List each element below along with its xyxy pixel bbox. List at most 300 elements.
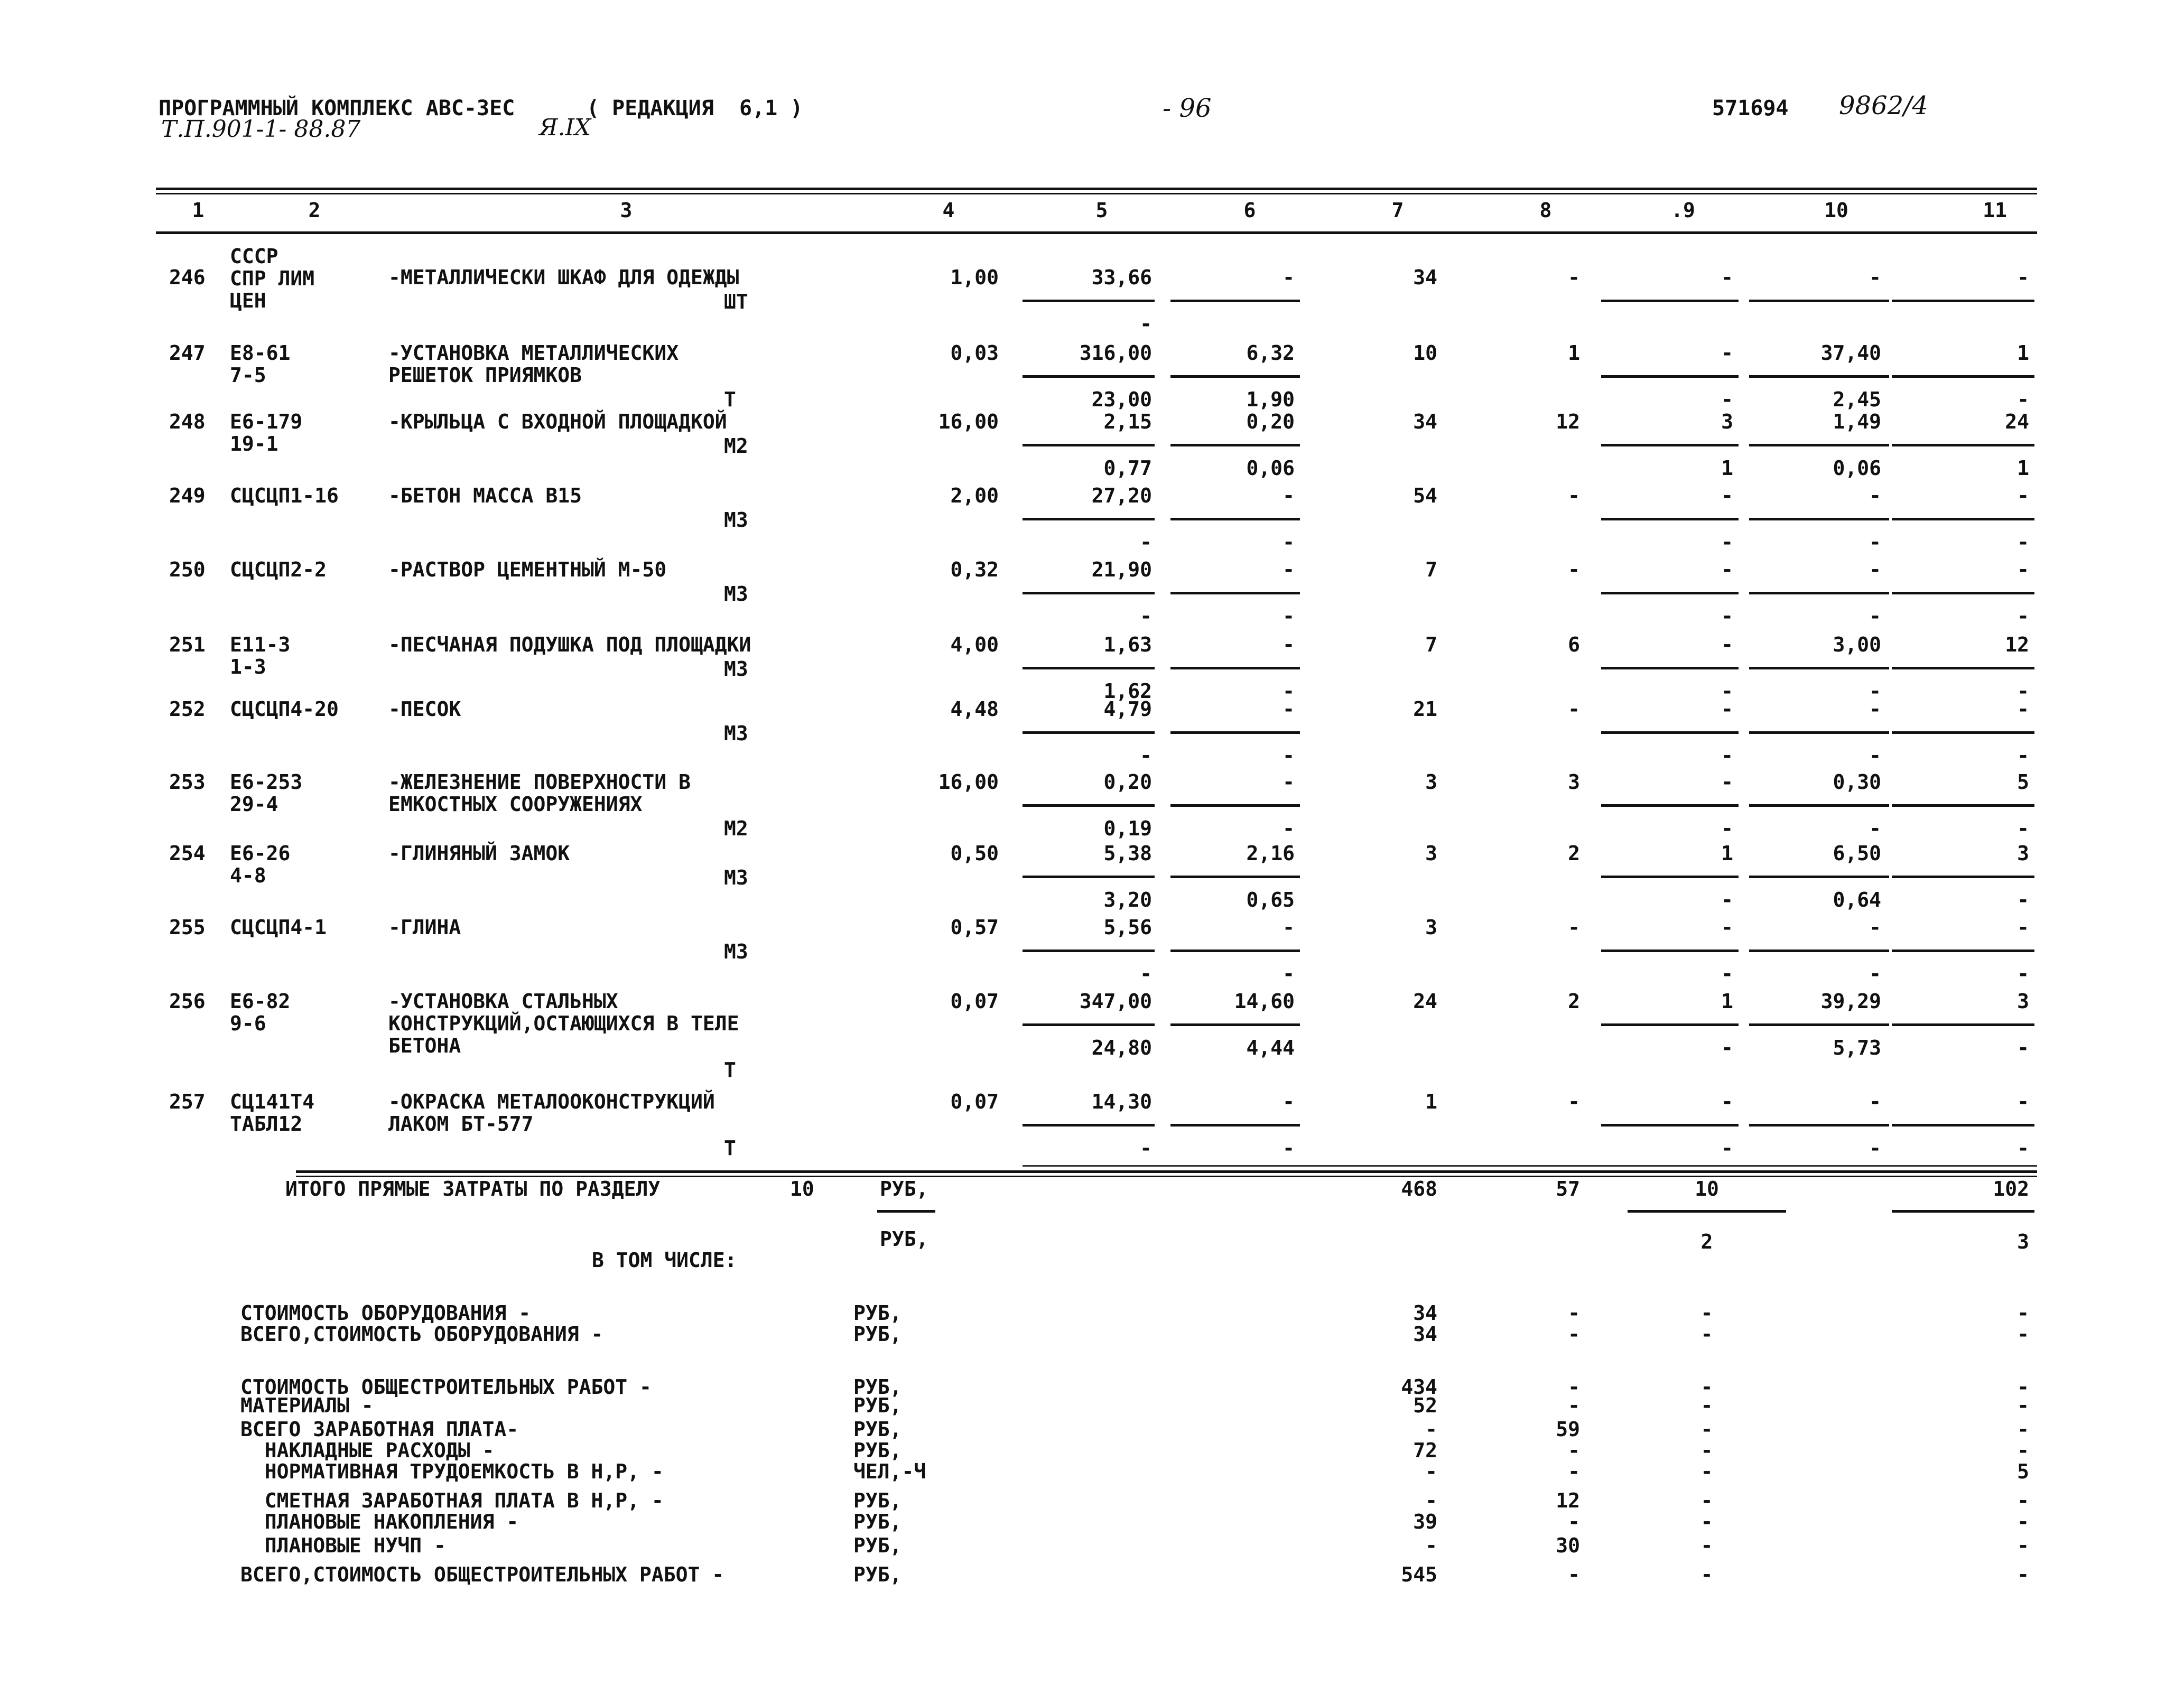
totals-unit-underline xyxy=(877,1210,935,1213)
row-qty: 0,03 xyxy=(950,341,999,365)
row-c11-sub: - xyxy=(2017,388,2029,411)
column-header-7: 7 xyxy=(1391,199,1404,222)
summary-unit: РУБ, xyxy=(853,1563,902,1586)
row-name-line: ЕМКОСТНЫХ СООРУЖЕНИЯХ xyxy=(388,793,643,816)
column-header-8: 8 xyxy=(1539,199,1552,222)
handwritten-ref: 9862/4 xyxy=(1839,91,1928,120)
row-code-line: Е11-3 xyxy=(230,633,291,656)
summary-unit: РУБ, xyxy=(853,1534,902,1557)
row-c6-main: - xyxy=(1282,916,1295,939)
row-c5-sub: - xyxy=(1140,1137,1152,1160)
row-c6-main: - xyxy=(1282,697,1295,721)
summary-c8: 59 xyxy=(1556,1418,1580,1441)
row-code-line: СПР ЛИМ xyxy=(230,267,315,290)
row-c9-underline xyxy=(1601,804,1739,807)
row-code-line: 9-6 xyxy=(230,1012,266,1035)
summary-c11: - xyxy=(2017,1563,2029,1586)
summary-unit: РУБ, xyxy=(853,1510,902,1533)
row-c10-underline xyxy=(1749,300,1889,302)
row-c11-underline xyxy=(1892,300,2034,302)
summary-unit: ЧЕЛ,-Ч xyxy=(853,1460,926,1483)
row-code-line: СЦСЦП4-1 xyxy=(230,916,327,939)
row-c9-sub: - xyxy=(1721,744,1733,767)
row-c10-main: - xyxy=(1869,697,1881,721)
summary-c7: 34 xyxy=(1413,1301,1437,1325)
row-c11-underline xyxy=(1892,444,2034,446)
row-c11-underline xyxy=(1892,1023,2034,1026)
row-c5-main: 14,30 xyxy=(1091,1090,1152,1113)
row-c5-underline xyxy=(1023,375,1155,378)
row-c10-main: 0,30 xyxy=(1833,770,1881,794)
summary-label: СТОИМОСТЬ ОБОРУДОВАНИЯ - xyxy=(240,1301,531,1325)
row-c6-underline xyxy=(1170,1124,1300,1127)
row-unit: Т xyxy=(724,1137,736,1160)
row-c11-underline xyxy=(1892,876,2034,878)
summary-label: НОРМАТИВНАЯ ТРУДОЕМКОСТЬ В Н,Р, - xyxy=(240,1460,664,1483)
row-c6-underline xyxy=(1170,876,1300,878)
page-number: - 96 xyxy=(1163,94,1212,123)
row-number: 251 xyxy=(169,633,206,656)
row-c5-underline xyxy=(1023,518,1155,520)
row-c5-underline xyxy=(1023,876,1155,878)
summary-c8: - xyxy=(1568,1460,1580,1483)
row-name-line: -ОКРАСКА МЕТАЛООКОНСТРУКЦИЙ xyxy=(388,1090,715,1113)
row-c9-underline xyxy=(1601,731,1739,734)
row-c11-sub: - xyxy=(2017,962,2029,985)
row-c6-main: - xyxy=(1282,770,1295,794)
summary-c11: 5 xyxy=(2017,1460,2029,1483)
row-code-line: 4-8 xyxy=(230,864,266,887)
row-c9-main: - xyxy=(1721,1090,1733,1113)
row-c9-main: 1 xyxy=(1721,990,1733,1013)
row-c5-underline xyxy=(1023,731,1155,734)
summary-c7: 34 xyxy=(1413,1323,1437,1346)
row-c5-sub: - xyxy=(1140,312,1152,336)
summary-c9: - xyxy=(1700,1439,1713,1462)
project-number: Т.П.901-1- 88.87 xyxy=(161,116,361,143)
row-c6-underline xyxy=(1170,731,1300,734)
row-c10-sub: - xyxy=(1869,817,1881,840)
row-code-line: Е6-82 xyxy=(230,990,291,1013)
row-c5-sub: - xyxy=(1140,744,1152,767)
row-code-line: ТАБЛ12 xyxy=(230,1112,303,1135)
row-number: 254 xyxy=(169,842,206,865)
totals-c9: 10 xyxy=(1695,1177,1719,1200)
row-c5-main: 2,15 xyxy=(1103,410,1152,433)
row-c11-underline xyxy=(1892,949,2034,952)
summary-c11: - xyxy=(2017,1301,2029,1325)
summary-c11: - xyxy=(2017,1418,2029,1441)
row-code-line: Е6-253 xyxy=(230,770,303,794)
row-c6-sub: - xyxy=(1282,679,1295,703)
row-code-line: 19-1 xyxy=(230,432,278,455)
row-c11-underline xyxy=(1892,375,2034,378)
summary-c7: 72 xyxy=(1413,1439,1437,1462)
row-c9-main: - xyxy=(1721,558,1733,581)
totals-c11: 102 xyxy=(1993,1177,2029,1200)
row-c6-main: 0,20 xyxy=(1246,410,1295,433)
summary-c11: - xyxy=(2017,1510,2029,1533)
header-rule-top xyxy=(156,188,2037,190)
row-c5-sub: - xyxy=(1140,530,1152,554)
column-header-2: 2 xyxy=(308,199,321,222)
column-header-4: 4 xyxy=(942,199,955,222)
summary-c9: - xyxy=(1700,1375,1713,1399)
edition: ( РЕДАКЦИЯ 6,1 ) xyxy=(587,96,803,120)
row-c11-main: 12 xyxy=(2005,633,2029,656)
row-c9-sub: - xyxy=(1721,530,1733,554)
row-c6-sub: 1,90 xyxy=(1246,388,1295,411)
including-label: В ТОМ ЧИСЛЕ: xyxy=(592,1249,737,1272)
row-c5-main: 0,20 xyxy=(1103,770,1152,794)
row-c11-main: - xyxy=(2017,1090,2029,1113)
row-c10-underline xyxy=(1749,804,1889,807)
row-c6-main: 2,16 xyxy=(1246,842,1295,865)
summary-c9: - xyxy=(1700,1418,1713,1441)
summary-c11: - xyxy=(2017,1323,2029,1346)
summary-c8: - xyxy=(1568,1301,1580,1325)
row-c10-sub: 5,73 xyxy=(1833,1036,1881,1059)
totals-c9-underline xyxy=(1628,1210,1786,1213)
row-c10-main: 6,50 xyxy=(1833,842,1881,865)
row-c11-underline xyxy=(1892,804,2034,807)
row-code-line: Е6-26 xyxy=(230,842,291,865)
row-c7: 24 xyxy=(1413,990,1437,1013)
row-name-line: -РАСТВОР ЦЕМЕНТНЫЙ М-50 xyxy=(388,558,667,581)
row-c7: 21 xyxy=(1413,697,1437,721)
summary-label: ВСЕГО ЗАРАБОТНАЯ ПЛАТА- xyxy=(240,1418,519,1441)
summary-unit: РУБ, xyxy=(853,1418,902,1441)
header-rule-top2 xyxy=(156,193,2037,194)
row-c10-underline xyxy=(1749,1023,1889,1026)
row-c8: - xyxy=(1568,916,1580,939)
row-c6-underline xyxy=(1170,1023,1300,1026)
summary-label: СМЕТНАЯ ЗАРАБОТНАЯ ПЛАТА В Н,Р, - xyxy=(240,1489,664,1512)
row-code-line: СЦСЦП4-20 xyxy=(230,697,339,721)
row-c10-sub: - xyxy=(1869,604,1881,628)
summary-c11: - xyxy=(2017,1394,2029,1417)
row-c8: - xyxy=(1568,1090,1580,1113)
column-header-11: 11 xyxy=(1983,199,2007,222)
row-number: 256 xyxy=(169,990,206,1013)
row-c9-sub: - xyxy=(1721,1036,1733,1059)
row-c11-main: 3 xyxy=(2017,842,2029,865)
summary-c7: - xyxy=(1425,1460,1437,1483)
row-c11-main: - xyxy=(2017,266,2029,289)
summary-c7: 434 xyxy=(1401,1375,1437,1399)
row-c11-underline xyxy=(1892,1124,2034,1127)
summary-unit: РУБ, xyxy=(853,1375,902,1399)
row-c6-main: - xyxy=(1282,558,1295,581)
summary-c8: - xyxy=(1568,1510,1580,1533)
summary-unit: РУБ, xyxy=(853,1323,902,1346)
row-c11-sub: - xyxy=(2017,530,2029,554)
column-header-1: 1 xyxy=(192,199,205,222)
row-c9-underline xyxy=(1601,1124,1739,1127)
row-c9-underline xyxy=(1601,949,1739,952)
row-c9-sub: - xyxy=(1721,1137,1733,1160)
row-c5-main: 316,00 xyxy=(1079,341,1152,365)
summary-c7: - xyxy=(1425,1534,1437,1557)
row-c6-sub: - xyxy=(1282,604,1295,628)
totals-label: ИТОГО ПРЯМЫЕ ЗАТРАТЫ ПО РАЗДЕЛУ xyxy=(285,1177,661,1200)
row-code-line: Е8-61 xyxy=(230,341,291,365)
summary-c8: 30 xyxy=(1556,1534,1580,1557)
row-c9-underline xyxy=(1601,375,1739,378)
row-c10-sub: 0,06 xyxy=(1833,457,1881,480)
row-c10-underline xyxy=(1749,592,1889,594)
row-code-line: ЦЕН xyxy=(230,289,266,312)
row-c10-underline xyxy=(1749,444,1889,446)
summary-c7: - xyxy=(1425,1418,1437,1441)
summary-c8: - xyxy=(1568,1323,1580,1346)
row-c9-main: 1 xyxy=(1721,842,1733,865)
row-qty: 4,00 xyxy=(950,633,999,656)
row-c7: 54 xyxy=(1413,484,1437,507)
row-number: 248 xyxy=(169,410,206,433)
summary-c11: - xyxy=(2017,1489,2029,1512)
row-c10-sub: - xyxy=(1869,679,1881,703)
row-c7: 3 xyxy=(1425,916,1437,939)
row-c5-sub: 0,77 xyxy=(1103,457,1152,480)
row-c7: 34 xyxy=(1413,410,1437,433)
summary-label: ВСЕГО,СТОИМОСТЬ ОБЩЕСТРОИТЕЛЬНЫХ РАБОТ - xyxy=(240,1563,724,1586)
row-c5-underline xyxy=(1023,667,1155,669)
row-c11-main: - xyxy=(2017,916,2029,939)
row-c10-underline xyxy=(1749,1124,1889,1127)
row-c8: - xyxy=(1568,266,1580,289)
summary-label: СТОИМОСТЬ ОБЩЕСТРОИТЕЛЬНЫХ РАБОТ - xyxy=(240,1375,652,1399)
summary-c11: - xyxy=(2017,1375,2029,1399)
summary-label: ПЛАНОВЫЕ НУЧП - xyxy=(240,1534,446,1557)
totals-c7: 468 xyxy=(1401,1177,1437,1200)
row-c10-main: - xyxy=(1869,266,1881,289)
row-c7: 3 xyxy=(1425,842,1437,865)
row-c5-sub: 0,19 xyxy=(1103,817,1152,840)
totals-c9b: 2 xyxy=(1700,1230,1713,1253)
row-c9-underline xyxy=(1601,300,1739,302)
summary-c9: - xyxy=(1700,1301,1713,1325)
row-c10-underline xyxy=(1749,731,1889,734)
row-c9-main: - xyxy=(1721,341,1733,365)
row-c7: 7 xyxy=(1425,633,1437,656)
row-c10-sub: - xyxy=(1869,530,1881,554)
doc-number: 571694 xyxy=(1712,96,1789,120)
row-c11-underline xyxy=(1892,667,2034,669)
row-unit: ШТ xyxy=(724,290,748,313)
row-name-line: -БЕТОН МАССА В15 xyxy=(388,484,582,507)
summary-c8: - xyxy=(1568,1375,1580,1399)
column-header-9: .9 xyxy=(1671,199,1695,222)
row-number: 247 xyxy=(169,341,206,365)
row-name-line: -ГЛИНА xyxy=(388,916,461,939)
row-name-line: -УСТАНОВКА МЕТАЛЛИЧЕСКИХ xyxy=(388,341,679,365)
row-c9-sub: - xyxy=(1721,962,1733,985)
row-qty: 1,00 xyxy=(950,266,999,289)
row-c10-sub: - xyxy=(1869,1137,1881,1160)
row-c9-main: 3 xyxy=(1721,410,1733,433)
row-c7: 7 xyxy=(1425,558,1437,581)
summary-c9: - xyxy=(1700,1323,1713,1346)
row-c8: 1 xyxy=(1568,341,1580,365)
row-code-line: СЦСЦП2-2 xyxy=(230,558,327,581)
row-name-line: -КРЫЛЬЦА С ВХОДНОЙ ПЛОЩАДКОЙ xyxy=(388,410,727,433)
row-c11-main: 3 xyxy=(2017,990,2029,1013)
row-unit: М2 xyxy=(724,817,748,840)
row-c5-underline xyxy=(1023,804,1155,807)
row-c10-underline xyxy=(1749,375,1889,378)
row-c5-main: 21,90 xyxy=(1091,558,1152,581)
row-c6-main: - xyxy=(1282,484,1295,507)
totals-unit: РУБ, xyxy=(880,1177,928,1200)
summary-c9: - xyxy=(1700,1510,1713,1533)
row-c9-underline xyxy=(1601,444,1739,446)
summary-c7: 545 xyxy=(1401,1563,1437,1586)
row-c10-sub: - xyxy=(1869,744,1881,767)
row-unit: М3 xyxy=(724,722,748,745)
row-unit: М3 xyxy=(724,657,748,681)
row-number: 253 xyxy=(169,770,206,794)
row-c8: 3 xyxy=(1568,770,1580,794)
row-c9-underline xyxy=(1601,518,1739,520)
row-code-line: 29-4 xyxy=(230,793,278,816)
row-qty: 0,07 xyxy=(950,990,999,1013)
summary-c8: 12 xyxy=(1556,1489,1580,1512)
row-c5-underline xyxy=(1023,1023,1155,1026)
row-unit: Т xyxy=(724,1058,736,1082)
row-c5-main: 5,56 xyxy=(1103,916,1152,939)
row-c9-sub: - xyxy=(1721,888,1733,911)
row-qty: 0,07 xyxy=(950,1090,999,1113)
row-unit: М3 xyxy=(724,866,748,889)
row-c5-sub: - xyxy=(1140,604,1152,628)
row-name-line: -МЕТАЛЛИЧЕСКИ ШКАФ ДЛЯ ОДЕЖДЫ xyxy=(388,266,739,289)
row-c6-main: - xyxy=(1282,633,1295,656)
row-c7: 1 xyxy=(1425,1090,1437,1113)
row-c10-sub: 2,45 xyxy=(1833,388,1881,411)
summary-label: МАТЕРИАЛЫ - xyxy=(240,1394,374,1417)
row-c6-underline xyxy=(1170,300,1300,302)
row-c7: 34 xyxy=(1413,266,1437,289)
row-c11-main: 5 xyxy=(2017,770,2029,794)
row-c6-sub: - xyxy=(1282,817,1295,840)
row-name-line: -УСТАНОВКА СТАЛЬНЫХ xyxy=(388,990,618,1013)
summary-c9: - xyxy=(1700,1394,1713,1417)
row-c9-sub: - xyxy=(1721,817,1733,840)
row-c6-underline xyxy=(1170,444,1300,446)
row-c6-sub: - xyxy=(1282,530,1295,554)
row-c10-main: - xyxy=(1869,484,1881,507)
row-unit: М2 xyxy=(724,434,748,458)
row-c5-underline xyxy=(1023,300,1155,302)
row-c5-underline xyxy=(1023,592,1155,594)
row-number: 246 xyxy=(169,266,206,289)
row-c5-sub: - xyxy=(1140,962,1152,985)
row-number: 249 xyxy=(169,484,206,507)
summary-c9: - xyxy=(1700,1489,1713,1512)
row-c5-underline xyxy=(1023,1124,1155,1127)
row-c8: 2 xyxy=(1568,842,1580,865)
row-c5-main: 347,00 xyxy=(1079,990,1152,1013)
row-c6-main: - xyxy=(1282,266,1295,289)
row-c9-underline xyxy=(1601,592,1739,594)
summary-c8: - xyxy=(1568,1394,1580,1417)
row-c5-underline xyxy=(1023,444,1155,446)
row-qty: 2,00 xyxy=(950,484,999,507)
row-c6-sub: 0,06 xyxy=(1246,457,1295,480)
row-number: 250 xyxy=(169,558,206,581)
row-c5-sub: 3,20 xyxy=(1103,888,1152,911)
summary-c9: - xyxy=(1700,1563,1713,1586)
summary-c8: - xyxy=(1568,1439,1580,1462)
row-c5-main: 5,38 xyxy=(1103,842,1152,865)
totals-unit-2: РУБ, xyxy=(880,1227,928,1251)
row-c8: - xyxy=(1568,558,1580,581)
row-c6-sub: - xyxy=(1282,744,1295,767)
row-c9-sub: - xyxy=(1721,679,1733,703)
row-c10-main: 3,00 xyxy=(1833,633,1881,656)
row-code-line: 1-3 xyxy=(230,655,266,678)
row-c6-main: 6,32 xyxy=(1246,341,1295,365)
summary-c11: - xyxy=(2017,1439,2029,1462)
row-c11-sub: - xyxy=(2017,817,2029,840)
row-unit: М3 xyxy=(724,940,748,963)
row-code-line: СЦ141Т4 xyxy=(230,1090,315,1113)
summary-c7: 52 xyxy=(1413,1394,1437,1417)
row-c9-main: - xyxy=(1721,697,1733,721)
row-c9-underline xyxy=(1601,876,1739,878)
row-c10-main: - xyxy=(1869,558,1881,581)
totals-c8: 57 xyxy=(1556,1177,1580,1200)
row-c11-sub: - xyxy=(2017,744,2029,767)
row-c10-main: 1,49 xyxy=(1833,410,1881,433)
row-c6-underline xyxy=(1170,592,1300,594)
row-c8: 2 xyxy=(1568,990,1580,1013)
row-c9-underline xyxy=(1601,1023,1739,1026)
row-c5-underline xyxy=(1023,949,1155,952)
summary-unit: РУБ, xyxy=(853,1489,902,1512)
summary-c9: - xyxy=(1700,1460,1713,1483)
row-name-line: -ПЕСОК xyxy=(388,697,461,721)
summary-unit: РУБ, xyxy=(853,1301,902,1325)
summary-label: ПЛАНОВЫЕ НАКОПЛЕНИЯ - xyxy=(240,1510,519,1533)
row-c11-main: 24 xyxy=(2005,410,2029,433)
row-c10-underline xyxy=(1749,949,1889,952)
row-qty: 0,32 xyxy=(950,558,999,581)
row-c10-main: - xyxy=(1869,916,1881,939)
row-name-line: ЛАКОМ БТ-577 xyxy=(388,1112,534,1135)
row-c11-main: - xyxy=(2017,697,2029,721)
album-mark: Я.IX xyxy=(539,114,591,141)
row-c6-underline xyxy=(1170,667,1300,669)
summary-unit: РУБ, xyxy=(853,1439,902,1462)
row-code-line: 7-5 xyxy=(230,364,266,387)
row-unit: М3 xyxy=(724,508,748,532)
row-c5-sub: 24,80 xyxy=(1091,1036,1152,1059)
row-c5-main: 4,79 xyxy=(1103,697,1152,721)
row-c10-underline xyxy=(1749,876,1889,878)
header-rule-bottom xyxy=(156,231,2037,234)
row-c6-sub: - xyxy=(1282,962,1295,985)
row-unit: Т xyxy=(724,388,736,411)
row-c9-main: - xyxy=(1721,633,1733,656)
program-name: ПРОГРАММНЫЙ КОМПЛЕКС АВС-ЗЕС xyxy=(159,96,515,120)
summary-c8: - xyxy=(1568,1563,1580,1586)
row-name-line: КОНСТРУКЦИЙ,ОСТАЮЩИХСЯ В ТЕЛЕ xyxy=(388,1012,739,1035)
row-c8: - xyxy=(1568,697,1580,721)
row-c9-sub: - xyxy=(1721,388,1733,411)
row-c10-sub: - xyxy=(1869,962,1881,985)
